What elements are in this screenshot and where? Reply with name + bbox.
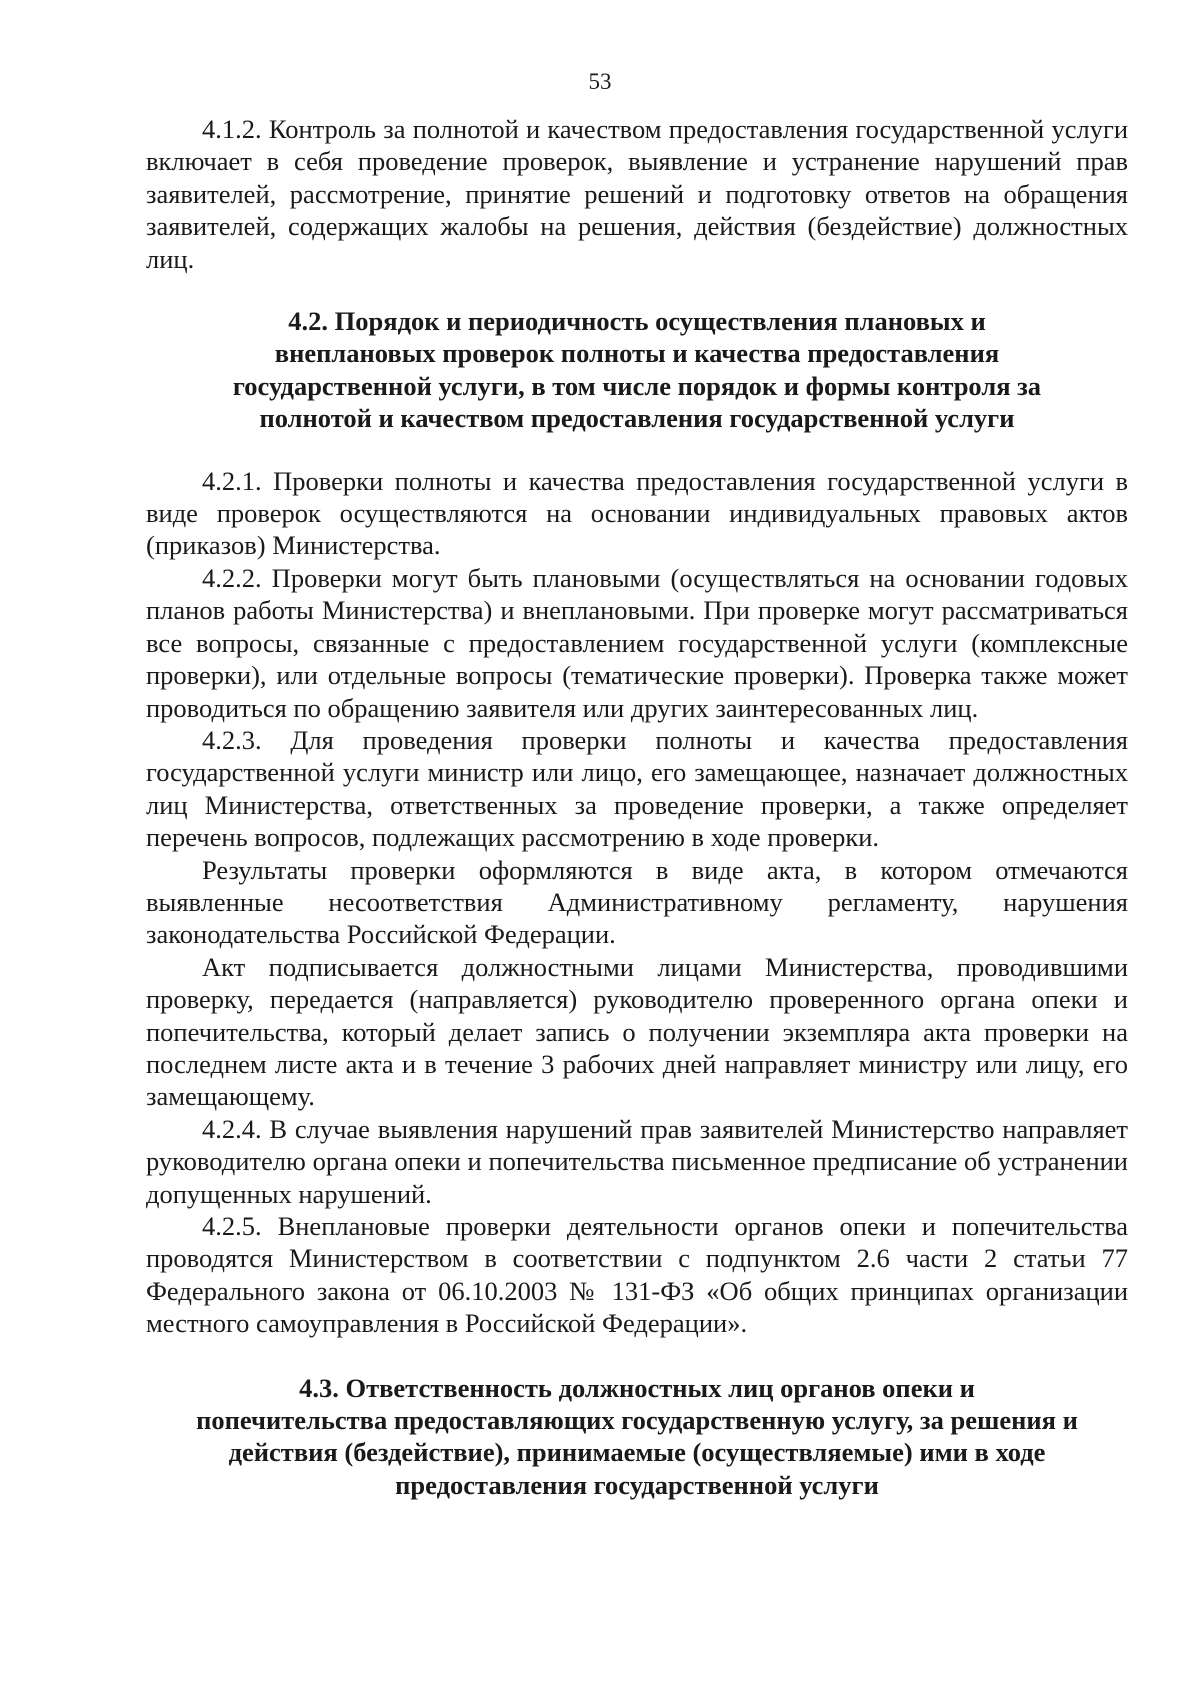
section-heading-4-3-line-1: 4.3. Ответственность должностных лиц органов опеки и (299, 1372, 975, 1403)
paragraph-4-2-4: 4.2.4. В случае выявления нарушений прав заявителей Министерство направляет руководителю органа опеки и попечительства письменное предписание об устранении допущенных нарушений. (146, 1113, 1128, 1209)
section-heading-4-2-line-4: полнотой и качеством предоставления государственной услуги (259, 403, 1015, 434)
document-body (146, 113, 1128, 1501)
paragraph-4-2-5: 4.2.5. Внеплановые проверки деятельности органов опеки и попечительства проводятся Министерством в соответствии с подпунктом 2.6 части 2 статьи 77 Федерального закона от 06.10.2003 № 131-ФЗ «Об общих принципах организации местного самоуправления в Российской Федерации». (146, 1211, 1128, 1339)
section-heading-4-2 (146, 305, 1128, 435)
section-heading-4-2-line-2: внеплановых проверок полноты и качества предоставления (274, 338, 1000, 369)
section-heading-4-2-line-1: 4.2. Порядок и периодичность осуществления плановых и (288, 306, 986, 337)
paragraph-4-2-2: 4.2.2. Проверки могут быть плановыми (осуществляться на основании годовых планов работы Министерства) и внеплановыми. При проверке могут рассматриваться все вопросы, связанные с предоставлением государственной услуги (комплексные проверки), или отдельные вопросы (тематические проверки). Проверка также может проводиться по обращению заявителя или других заинтересованных лиц. (146, 562, 1128, 723)
section-heading-4-3-line-2: попечительства предоставляющих государственную услугу, за решения и (196, 1405, 1078, 1436)
paragraph-4-2-3: 4.2.3. Для проведения проверки полноты и качества предоставления государственной услуги министр или лицо, его замещающее, назначает должностных лиц Министерства, ответственных за проведение проверки, а также определяет перечень вопросов, подлежащих рассмотрению в ходе проверки. (146, 724, 1128, 853)
paragraph-4-2-1: 4.2.1. Проверки полноты и качества предоставления государственной услуги в виде проверок осуществляются на основании индивидуальных правовых актов (приказов) Министерства. (146, 465, 1128, 561)
section-heading-4-3-line-3: действия (бездействие), принимаемые (осуществляемые) ими в ходе (228, 1437, 1046, 1468)
section-heading-4-2-line-3: государственной услуги, в том числе порядок и формы контроля за (232, 370, 1042, 401)
paragraph-inspection-act: Акт подписывается должностными лицами Министерства, проводившими проверку, передается (направляется) руководителю проверенного органа опеки и попечительства, который делает запись о получении экземпляра акта проверки на последнем листе акта и в течение 3 рабочих дней направляет министру или лицу, его замещающему. (146, 951, 1128, 1112)
section-heading-4-3-line-4: предоставления государственной услуги (395, 1469, 879, 1500)
page-number: 53 (588, 69, 612, 94)
paragraph-inspection-results: Результаты проверки оформляются в виде акта, в котором отмечаются выявленные несоответствия Административному регламенту, нарушения законодательства Российской Федерации. (146, 854, 1128, 950)
paragraph-4-1-2: 4.1.2. Контроль за полнотой и качеством предоставления государственной услуги включает в себя проведение проверок, выявление и устранение нарушений прав заявителей, рассмотрение, принятие решений и подготовку ответов на обращения заявителей, содержащих жалобы на решения, действия (бездействие) должностных лиц. (146, 114, 1128, 274)
section-heading-4-3 (146, 1372, 1128, 1502)
